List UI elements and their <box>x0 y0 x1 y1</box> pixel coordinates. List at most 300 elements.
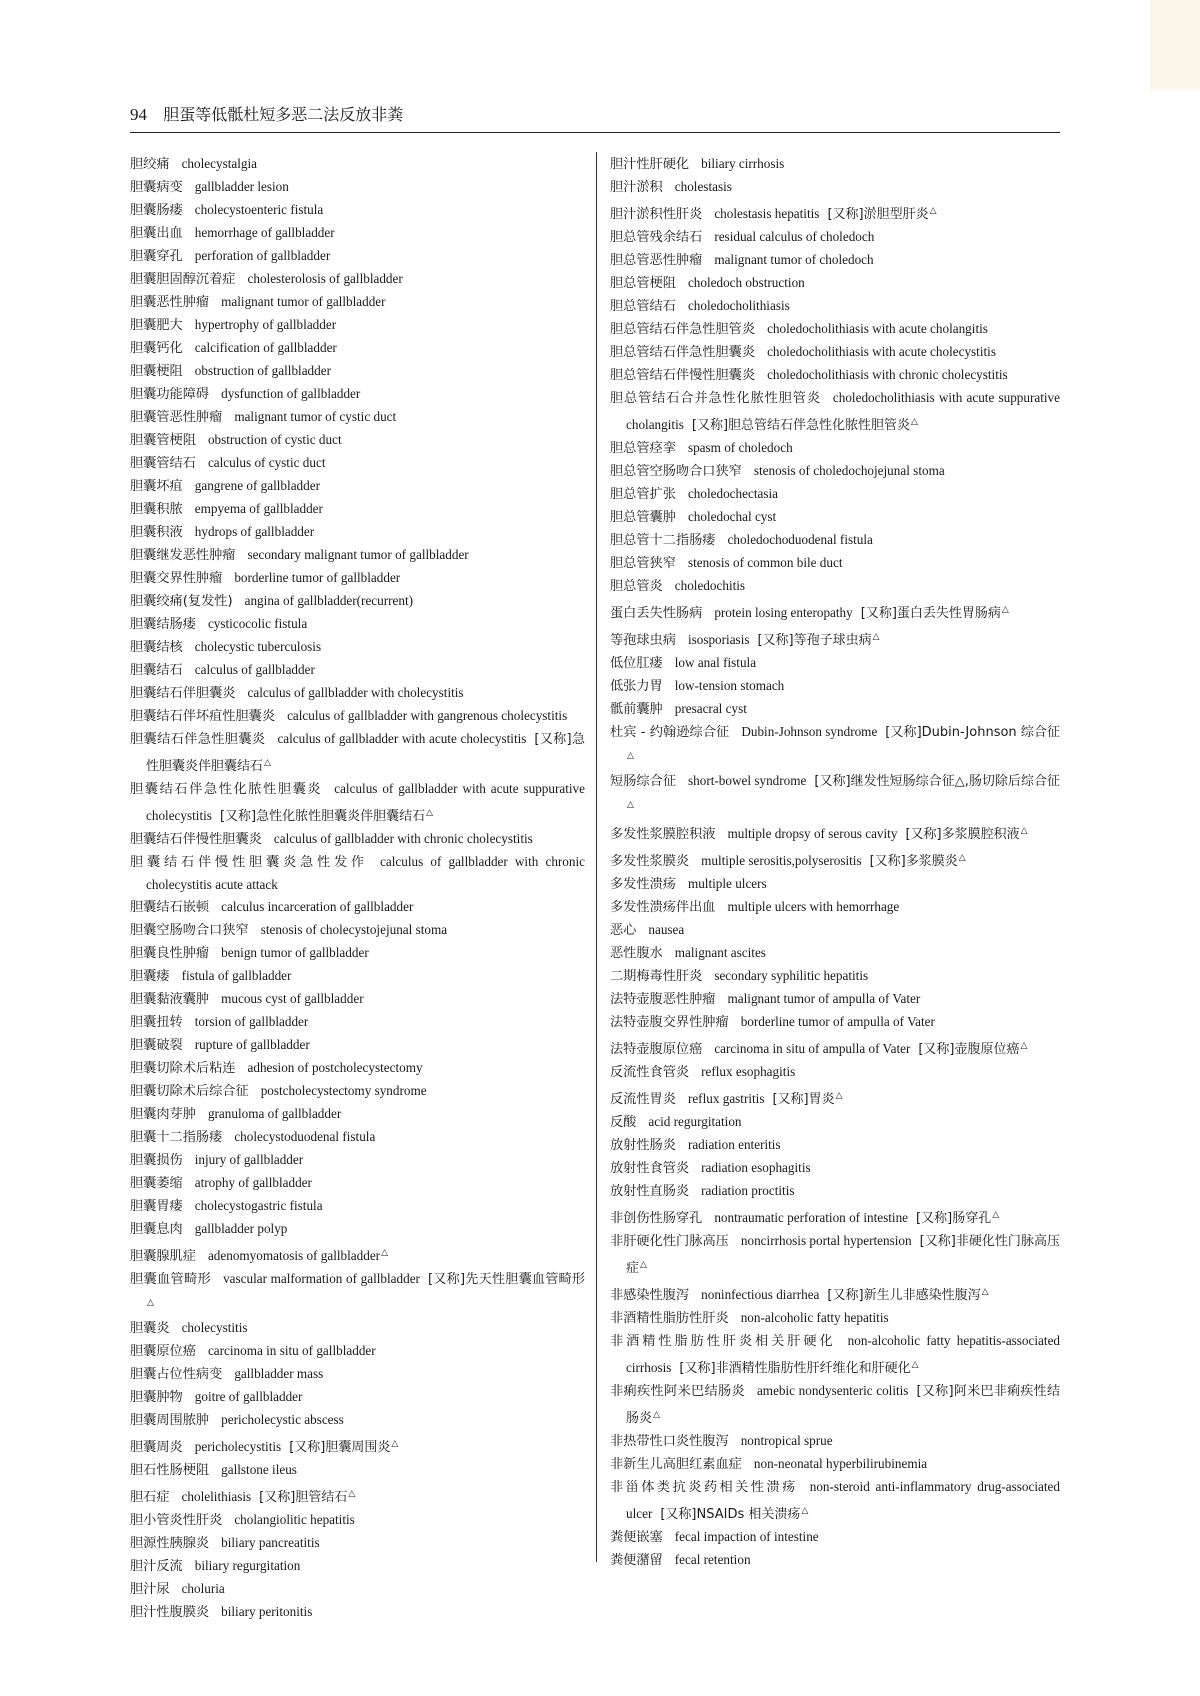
term-english: cholecystic tuberculosis <box>194 639 322 654</box>
glossary-entry <box>610 1180 1060 1203</box>
term-english: dysfunction of gallbladder <box>221 386 361 401</box>
term-chinese: 胆囊肠瘘 <box>130 203 183 218</box>
term-chinese: 胆囊积液 <box>130 525 183 540</box>
glossary-entry <box>130 705 585 728</box>
term-english: reflux gastritis <box>687 1091 765 1106</box>
alt-term: 胆管结石 <box>295 1490 348 1505</box>
term-english: cholestasis hepatitis <box>714 206 820 221</box>
term-english: presacral cyst <box>674 701 747 716</box>
term-chinese: 胆囊良性肿瘤 <box>130 946 210 961</box>
term-english: isosporiasis <box>687 632 750 647</box>
term-english: torsion of gallbladder <box>194 1014 309 1029</box>
glossary-entry <box>130 682 585 705</box>
alternate-name <box>916 1210 991 1225</box>
term-english: choledoch obstruction <box>687 275 805 290</box>
term-english: non-alcoholic fatty hepatitis <box>740 1310 889 1325</box>
glossary-entry <box>610 226 1060 249</box>
glossary-entry <box>130 153 585 176</box>
alt-term: 壶腹原位癌 <box>954 1042 1020 1057</box>
term-chinese: 放射性直肠炎 <box>610 1184 690 1199</box>
glossary-entry <box>130 942 585 965</box>
term-english: fistula of gallbladder <box>181 968 292 983</box>
term-english: cholecystoduodenal fistula <box>234 1129 376 1144</box>
term-english: benign tumor of gallbladder <box>221 945 369 960</box>
term-chinese: 胆囊空肠吻合口狭窄 <box>130 923 249 938</box>
term-chinese: 胆囊积脓 <box>130 502 183 517</box>
glossary-entry <box>610 249 1060 272</box>
term-chinese: 胆囊恶性肿瘤 <box>130 295 210 310</box>
alternate-name <box>289 1439 390 1454</box>
term-chinese: 胆囊结石伴急性化脓性胆囊炎 <box>130 782 323 797</box>
term-chinese: 胆囊管恶性肿瘤 <box>130 410 223 425</box>
term-chinese: 胆汁性腹膜炎 <box>130 1605 210 1620</box>
glossary-entry <box>130 1034 585 1057</box>
triangle-mark-icon: △ <box>981 1286 989 1296</box>
term-chinese: 多发性溃疡 <box>610 877 676 892</box>
term-chinese: 多发性浆膜腔积液 <box>610 827 716 842</box>
term-english: calculus of gallbladder with chronic cholecystitis acute attack <box>146 854 586 892</box>
triangle-mark-icon: △ <box>872 631 880 641</box>
term-english: goitre of gallbladder <box>194 1389 303 1404</box>
term-english: noncirrhosis portal hypertension <box>740 1233 912 1248</box>
triangle-mark-icon: △ <box>264 757 271 767</box>
term-english: choluria <box>181 1581 225 1596</box>
term-english: calculus of gallbladder with acute cholecystitis <box>277 731 527 746</box>
term-english: hydrops of gallbladder <box>194 524 315 539</box>
term-english: multiple ulcers <box>687 876 767 891</box>
term-chinese: 胆总管痉挛 <box>610 441 676 456</box>
glossary-entry <box>610 1034 1060 1061</box>
alt-term: 非硬化性门脉高压症 <box>626 1234 1060 1276</box>
alternate-name <box>870 853 958 868</box>
term-english: secondary syphilitic hepatitis <box>714 968 869 983</box>
term-english: nausea <box>648 922 685 937</box>
glossary-entry <box>610 721 1060 770</box>
triangle-mark-icon: △ <box>381 1247 388 1257</box>
term-english: vascular malformation of gallbladder <box>223 1271 420 1286</box>
glossary-entry <box>610 1203 1060 1230</box>
header-rule <box>130 132 1060 133</box>
term-chinese: 胆总管结石 <box>610 299 676 314</box>
term-english: cysticocolic fistula <box>207 616 308 631</box>
term-english: cholecystoenteric fistula <box>194 202 324 217</box>
term-english: cholecystitis <box>181 1320 248 1335</box>
term-english: choledochal cyst <box>687 509 777 524</box>
glossary-entry <box>610 1157 1060 1180</box>
page-corner-shade <box>1150 0 1200 90</box>
alternate-name <box>827 1287 980 1302</box>
glossary-entry <box>610 1061 1060 1084</box>
term-english: hypertrophy of gallbladder <box>194 317 337 332</box>
term-chinese: 多发性溃疡伴出血 <box>610 900 716 915</box>
alternate-name <box>679 1360 910 1375</box>
glossary-entry <box>130 1057 585 1080</box>
glossary-entry <box>610 364 1060 387</box>
term-english: multiple serositis,polyserositis <box>701 853 862 868</box>
triangle-mark-icon: △ <box>801 1505 809 1515</box>
glossary-entry <box>130 1195 585 1218</box>
right-column <box>610 153 1060 1572</box>
term-english: adenomyomatosis of gallbladder <box>207 1248 381 1263</box>
term-english: granuloma of gallbladder <box>207 1106 342 1121</box>
glossary-entry <box>610 199 1060 226</box>
term-chinese: 胆囊结核 <box>130 640 183 655</box>
term-chinese: 胆囊息肉 <box>130 1222 183 1237</box>
alternate-name <box>772 1091 834 1106</box>
term-english: stenosis of choledochojejunal stoma <box>753 463 945 478</box>
term-chinese: 胆囊管梗阻 <box>130 433 196 448</box>
term-english: borderline tumor of ampulla of Vater <box>740 1014 935 1029</box>
glossary-entry <box>130 1482 585 1509</box>
alt-term: NSAIDs 相关溃疡 <box>696 1507 801 1522</box>
term-english: malignant tumor of ampulla of Vater <box>727 991 921 1006</box>
term-chinese: 胆石性肠梗阻 <box>130 1463 210 1478</box>
page-number: 94 <box>130 105 147 124</box>
glossary-entry <box>610 1307 1060 1330</box>
alt-prefix: [又称] <box>814 774 851 789</box>
term-english: stenosis of cholecystojejunal stoma <box>260 922 448 937</box>
term-chinese: 二期梅毒性肝炎 <box>610 969 703 984</box>
term-chinese: 放射性食管炎 <box>610 1161 690 1176</box>
term-chinese: 胆总管扩张 <box>610 487 676 502</box>
alternate-name <box>905 826 1019 841</box>
term-chinese: 短肠综合征 <box>610 774 677 789</box>
term-english: noninfectious diarrhea <box>701 1287 820 1302</box>
alt-prefix: [又称] <box>827 1288 864 1303</box>
glossary-entry <box>130 828 585 851</box>
glossary-entry <box>610 598 1060 625</box>
glossary-entry <box>610 1526 1060 1549</box>
glossary-entry <box>610 575 1060 598</box>
term-english: calculus of gallbladder <box>194 662 315 677</box>
term-english: choledochitis <box>674 578 746 593</box>
term-english: choledocholithiasis <box>687 298 790 313</box>
header-title: 胆蛋等低骶杜短多恶二法反放非粪 <box>163 105 404 124</box>
glossary-entry <box>610 819 1060 846</box>
alt-term: 急性胆囊炎伴胆囊结石 <box>146 732 585 774</box>
alt-term: 急性化脓性胆囊炎伴胆囊结石 <box>256 809 426 824</box>
term-chinese: 胆囊出血 <box>130 226 183 241</box>
glossary-entry <box>610 1330 1060 1380</box>
term-english: rupture of gallbladder <box>194 1037 310 1052</box>
glossary-entry <box>610 318 1060 341</box>
glossary-entry <box>610 483 1060 506</box>
term-chinese: 胆囊坏疽 <box>130 479 183 494</box>
glossary-entry <box>130 360 585 383</box>
term-english: calculus of gallbladder with acute suppurative cholecystitis <box>146 781 585 823</box>
glossary-entry <box>130 1532 585 1555</box>
glossary-entry <box>130 567 585 590</box>
alt-prefix: [又称] <box>916 1211 953 1226</box>
term-chinese: 胆囊结石 <box>130 663 183 678</box>
term-chinese: 等孢球虫病 <box>610 633 676 648</box>
term-english: nontraumatic perforation of intestine <box>714 1210 909 1225</box>
term-english: malignant tumor of cystic duct <box>234 409 397 424</box>
term-chinese: 胆总管狭窄 <box>610 556 676 571</box>
alt-prefix: [又称] <box>869 854 906 869</box>
glossary-entry <box>130 452 585 475</box>
term-chinese: 非创伤性肠穿孔 <box>610 1211 703 1226</box>
alt-prefix: [又称] <box>772 1092 809 1107</box>
alternate-name <box>660 1506 800 1521</box>
alt-term: 肠穿孔 <box>952 1211 992 1226</box>
triangle-mark-icon: △ <box>992 1209 1000 1219</box>
term-chinese: 胆总管恶性肿瘤 <box>610 253 703 268</box>
term-english: biliary regurgitation <box>194 1558 301 1573</box>
alt-term: 非酒精性脂肪性肝纤维化和肝硬化 <box>715 1361 911 1376</box>
glossary-entry <box>610 919 1060 942</box>
term-chinese: 非酒精性脂肪性肝炎 <box>610 1311 729 1326</box>
term-chinese: 胆囊原位癌 <box>130 1344 196 1359</box>
term-english: obstruction of gallbladder <box>194 363 331 378</box>
alt-prefix: [又称] <box>679 1361 716 1376</box>
alt-prefix: [又称] <box>691 418 729 433</box>
glossary-entry <box>130 896 585 919</box>
term-english: pericholecystitis <box>194 1439 282 1454</box>
glossary-entry <box>610 1134 1060 1157</box>
term-english: calculus of gallbladder with cholecystitis <box>247 685 464 700</box>
glossary-entry <box>610 176 1060 199</box>
term-english: spasm of choledoch <box>687 440 793 455</box>
term-english: secondary malignant tumor of gallbladder <box>247 547 469 562</box>
glossary-entry <box>130 1080 585 1103</box>
term-english: gallbladder mass <box>234 1366 324 1381</box>
triangle-mark-icon: △ <box>391 1438 399 1448</box>
term-chinese: 胆汁淤积 <box>610 180 663 195</box>
term-chinese: 胆汁反流 <box>130 1559 183 1574</box>
term-chinese: 胆囊损伤 <box>130 1153 183 1168</box>
glossary-entry <box>130 199 585 222</box>
term-chinese: 杜宾 - 约翰逊综合征 <box>610 725 730 740</box>
term-english: cholecystogastric fistula <box>194 1198 323 1213</box>
term-chinese: 胆囊胆固醇沉着症 <box>130 272 236 287</box>
term-english: hemorrhage of gallbladder <box>194 225 335 240</box>
glossary-entry <box>610 1453 1060 1476</box>
glossary-entry <box>130 1386 585 1409</box>
term-chinese: 胆汁尿 <box>130 1582 170 1597</box>
term-english: fecal retention <box>674 1552 751 1567</box>
term-english: angina of gallbladder(recurrent) <box>244 593 414 608</box>
term-english: acid regurgitation <box>648 1114 742 1129</box>
term-chinese: 胆囊结石伴胆囊炎 <box>130 686 236 701</box>
term-english: gallbladder lesion <box>194 179 289 194</box>
term-english: low anal fistula <box>674 655 757 670</box>
term-english: multiple ulcers with hemorrhage <box>727 899 900 914</box>
triangle-mark-icon: △ <box>911 416 918 426</box>
glossary-entry <box>130 1317 585 1340</box>
term-chinese: 非肝硬化性门脉高压 <box>610 1234 729 1249</box>
term-english: choledochoduodenal fistula <box>727 532 873 547</box>
term-chinese: 恶性腹水 <box>610 946 663 961</box>
glossary-entry <box>130 1459 585 1482</box>
triangle-mark-icon: △ <box>348 1488 356 1498</box>
triangle-mark-icon: △ <box>1020 825 1028 835</box>
term-english: calculus incarceration of gallbladder <box>221 899 414 914</box>
alt-prefix: [又称] <box>918 1042 955 1057</box>
term-chinese: 胆囊切除术后综合征 <box>130 1084 249 1099</box>
term-chinese: 胆囊黏液囊肿 <box>130 992 210 1007</box>
alt-term: Dubin-Johnson 综合征 <box>921 725 1060 740</box>
glossary-entry <box>610 770 1060 819</box>
term-english: radiation esophagitis <box>701 1160 811 1175</box>
term-chinese: 胆囊肿物 <box>130 1390 183 1405</box>
term-chinese: 非酒精性脂肪性肝炎相关肝硬化 <box>610 1334 836 1349</box>
term-chinese: 胆绞痛 <box>130 157 170 172</box>
term-chinese: 胆囊功能障碍 <box>130 387 210 402</box>
alt-term: 多浆膜腔积液 <box>941 827 1020 842</box>
term-english: biliary cirrhosis <box>701 156 785 171</box>
term-english: cholesterolosis of gallbladder <box>247 271 403 286</box>
triangle-mark-icon: △ <box>653 1409 660 1419</box>
alternate-name <box>885 724 1060 739</box>
term-chinese: 非新生儿高胆红素血症 <box>610 1457 742 1472</box>
glossary-entry <box>130 1409 585 1432</box>
term-english: empyema of gallbladder <box>194 501 323 516</box>
glossary-entry <box>610 272 1060 295</box>
term-chinese: 胆总管残余结石 <box>610 230 703 245</box>
term-chinese: 法特壶腹恶性肿瘤 <box>610 992 716 1007</box>
glossary-entry <box>610 1011 1060 1034</box>
term-chinese: 胆囊十二指肠瘘 <box>130 1130 223 1145</box>
glossary-entry <box>130 636 585 659</box>
glossary-entry <box>610 1111 1060 1134</box>
term-chinese: 恶心 <box>610 923 637 938</box>
alternate-name <box>757 632 871 647</box>
term-english: malignant tumor of choledoch <box>714 252 874 267</box>
alt-prefix: [又称] <box>860 606 897 621</box>
term-chinese: 胆囊绞痛(复发性) <box>130 594 233 609</box>
glossary-entry <box>130 498 585 521</box>
term-english: postcholecystectomy syndrome <box>260 1083 427 1098</box>
term-chinese: 胆总管囊肿 <box>610 510 676 525</box>
glossary-entry <box>610 846 1060 873</box>
glossary-entry <box>130 1218 585 1241</box>
term-english: carcinoma in situ of gallbladder <box>207 1343 376 1358</box>
glossary-entry <box>130 1011 585 1034</box>
alt-term: 胆总管结石伴急性化脓性胆管炎 <box>728 418 911 433</box>
term-chinese: 胆囊结石嵌顿 <box>130 900 210 915</box>
term-english: multiple dropsy of serous cavity <box>727 826 898 841</box>
glossary-entry <box>130 988 585 1011</box>
alt-term: 先天性胆囊血管畸形 <box>465 1272 585 1287</box>
glossary-entry <box>130 1268 585 1317</box>
term-chinese: 低张力胃 <box>610 679 663 694</box>
glossary-entry <box>130 1601 585 1624</box>
triangle-mark-icon: △ <box>958 852 966 862</box>
term-english: low-tension stomach <box>674 678 785 693</box>
term-chinese: 胆源性胰腺炎 <box>130 1536 210 1551</box>
triangle-mark-icon: △ <box>640 1259 647 1269</box>
alt-prefix: [又称] <box>534 732 572 747</box>
glossary-entry <box>130 406 585 429</box>
glossary-entry <box>610 1280 1060 1307</box>
glossary-entry <box>610 437 1060 460</box>
glossary-entry <box>610 942 1060 965</box>
term-chinese: 胆囊扭转 <box>130 1015 183 1030</box>
term-chinese: 胆汁淤积性肝炎 <box>610 207 703 222</box>
term-chinese: 胆囊肉芽肿 <box>130 1107 196 1122</box>
term-english: stenosis of common bile duct <box>687 555 843 570</box>
glossary-entry <box>130 659 585 682</box>
term-chinese: 胆囊结石伴慢性胆囊炎急性发作 <box>130 855 369 870</box>
term-chinese: 非热带性口炎性腹泻 <box>610 1434 729 1449</box>
term-chinese: 胆囊腺肌症 <box>130 1249 196 1264</box>
alt-prefix: [又称] <box>919 1234 956 1249</box>
term-english: calculus of gallbladder with chronic cholecystitis <box>273 831 533 846</box>
left-column <box>130 153 585 1624</box>
term-english: short-bowel syndrome <box>688 773 807 788</box>
term-chinese: 非感染性腹泻 <box>610 1288 690 1303</box>
glossary-entry <box>130 222 585 245</box>
term-chinese: 胆囊破裂 <box>130 1038 183 1053</box>
term-english: non-alcoholic fatty hepatitis-associated cirrhosis <box>626 1333 1061 1375</box>
term-chinese: 胆总管结石伴急性胆囊炎 <box>610 345 756 360</box>
term-chinese: 粪便潴留 <box>610 1553 663 1568</box>
glossary-entry <box>130 965 585 988</box>
alternate-name <box>692 417 910 432</box>
alt-term: 蛋白丢失性胃肠病 <box>896 606 1001 621</box>
term-english: choledochectasia <box>687 486 779 501</box>
glossary-entry <box>610 552 1060 575</box>
term-english: calcification of gallbladder <box>194 340 337 355</box>
term-english: radiation proctitis <box>701 1183 795 1198</box>
glossary-entry <box>130 778 585 828</box>
term-chinese: 胆总管梗阻 <box>610 276 676 291</box>
term-chinese: 胆囊炎 <box>130 1321 170 1336</box>
term-english: residual calculus of choledoch <box>714 229 875 244</box>
glossary-entry <box>130 291 585 314</box>
glossary-entry <box>130 176 585 199</box>
glossary-entry <box>610 153 1060 176</box>
glossary-entry <box>130 245 585 268</box>
term-english: perforation of gallbladder <box>194 248 331 263</box>
term-chinese: 胆囊萎缩 <box>130 1176 183 1191</box>
glossary-entry <box>610 965 1060 988</box>
term-english: obstruction of cystic duct <box>207 432 342 447</box>
alt-prefix: [又称] <box>427 1272 466 1287</box>
alternate-name <box>918 1041 1019 1056</box>
alt-term: 胃炎 <box>808 1092 835 1107</box>
term-english: choledocholithiasis with chronic cholecystitis <box>767 367 1008 382</box>
term-english: mucous cyst of gallbladder <box>221 991 364 1006</box>
triangle-mark-icon: △ <box>929 205 937 215</box>
alternate-name <box>861 605 1001 620</box>
alternate-name <box>220 808 425 823</box>
triangle-mark-icon: △ <box>627 799 634 809</box>
term-english: biliary pancreatitis <box>221 1535 320 1550</box>
term-english: biliary peritonitis <box>221 1604 313 1619</box>
alt-prefix: [又称] <box>916 1384 954 1399</box>
term-chinese: 反流性胃炎 <box>610 1092 676 1107</box>
triangle-mark-icon: △ <box>627 750 634 760</box>
term-chinese: 胆囊结肠瘘 <box>130 617 196 632</box>
alt-prefix: [又称] <box>660 1507 697 1522</box>
glossary-entry <box>610 1476 1060 1526</box>
term-chinese: 胆囊肥大 <box>130 318 183 333</box>
alt-term: 多浆膜炎 <box>905 854 958 869</box>
term-english: choledocholithiasis with acute cholecystitis <box>767 344 996 359</box>
term-chinese: 胆总管结石伴慢性胆囊炎 <box>610 368 756 383</box>
glossary-entry <box>610 506 1060 529</box>
glossary-entry <box>130 314 585 337</box>
glossary-entry <box>130 1363 585 1386</box>
alt-prefix: [又称] <box>219 809 257 824</box>
term-english: injury of gallbladder <box>194 1152 304 1167</box>
term-chinese: 胆囊结石伴坏疽性胆囊炎 <box>130 709 276 724</box>
alt-term: 阿米巴非痢疾性结肠炎 <box>626 1384 1060 1426</box>
column-divider <box>596 152 597 1562</box>
alt-term: 等孢子球虫病 <box>793 633 872 648</box>
